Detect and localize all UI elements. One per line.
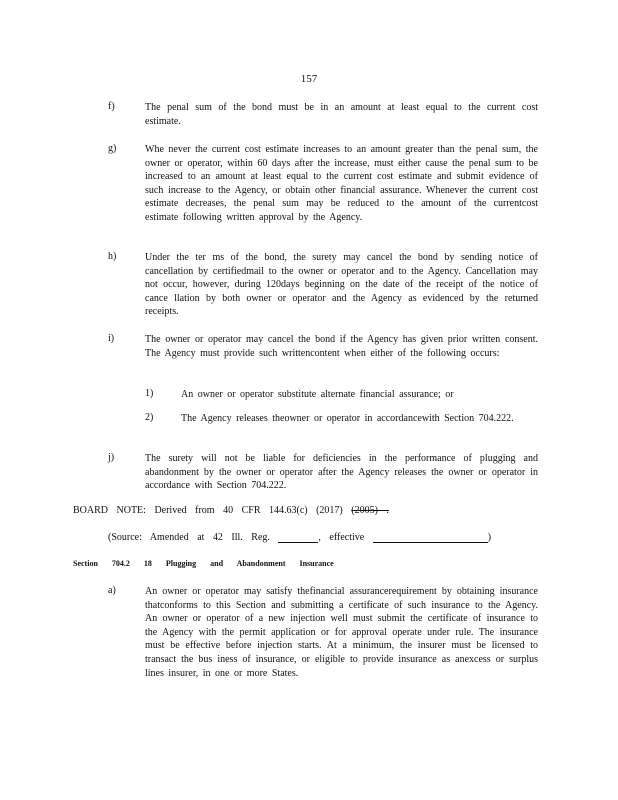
- source-effective: effective: [329, 532, 365, 543]
- date-blank-short: [278, 532, 318, 543]
- item-text: The penal sum of the bond must be in an amount at least equal to the current cost estimate.: [145, 102, 538, 127]
- list-item-h: [108, 251, 538, 319]
- source-note: [108, 532, 508, 543]
- item-text: Whe never the current cost estimate increases to an amount greater than the penal sum, the owner or operator, within 60 days after the increase, must either cause the penal sum to be increased to an amount at least equal to the current cost estimate and submit evidence of such increase to the Agency, or obtain other financial assurance. Whenever the current cost estimate decreases, the penal sum may be reduced to the amount of the currentcost estimate following written approval by the Agency.: [145, 144, 538, 223]
- sub-item-label: 2): [145, 412, 154, 423]
- item-label: g): [108, 143, 117, 154]
- item-text: An owner or operator may satisfy thefinancial assurancerequirement by obtaining insurance thatconforms to this Section and submitting a certificate of such insurance to the Agency. An owner or operator of a new injection well must submit the certificate of insurance to the Agency with the permit application or for approval operate under rule. The insurance must be effective before injection starts. At a minimum, the insurer must be licensed to transact the bus iness of insurance, or eligible to provide insurance as anexcess or surplus lines insurer, in one or more States.: [145, 586, 538, 679]
- source-open: (Source: Amended at 42 Ill. Reg.: [108, 532, 270, 543]
- list-item-i: [108, 333, 538, 360]
- item-label: j): [108, 452, 115, 463]
- board-note: [73, 505, 553, 516]
- item-text: The surety will not be liable for deficiencies in the performance of plugging and abandonment by the owner or operator after the Agency releases the owner or operator in accordance with Section 704.222.: [145, 453, 538, 492]
- board-note-text: BOARD NOTE: Derived from 40 CFR 144.63(c) (2017): [73, 505, 343, 516]
- page-number: 157: [300, 73, 318, 85]
- item-text: Under the ter ms of the bond, the surety may cancel the bond by sending notice of cancellation by certifiedmail to the owner or operator and to the Agency. Cancellation may not occur, however, during 120days beginning on the date of the receipt of the notice of cance llation by both owner or operator and the Agency as evidenced by the returned receipts.: [145, 252, 538, 318]
- item-label: i): [108, 333, 115, 344]
- sub-item-text: An owner or operator substitute alternate financial assurance; or: [181, 389, 454, 400]
- item-label: f): [108, 101, 115, 112]
- source-comma: ,: [318, 532, 321, 543]
- item-label: a): [108, 585, 116, 596]
- sub-item-label: 1): [145, 388, 154, 399]
- section-item-a: [108, 585, 538, 680]
- item-text: The owner or operator may cancel the bond if the Agency has given prior written consent. The Agency must provide such writtencontent when either of the following occurs:: [145, 334, 538, 359]
- board-note-struck-text: (2005) .: [351, 505, 389, 516]
- sub-item-2: [145, 412, 540, 426]
- source-close: ): [487, 532, 492, 543]
- list-item-j: [108, 452, 538, 493]
- date-blank-long: [373, 532, 488, 543]
- list-item-g: [108, 143, 538, 225]
- section-heading: Section 704.2 18 Plugging and Abandonment Insurance: [73, 559, 334, 568]
- sub-item-text: The Agency releases theowner or operator in accordancewith Section 704.222.: [181, 413, 514, 424]
- sub-item-1: [145, 388, 540, 402]
- list-item-f: [108, 101, 538, 128]
- item-label: h): [108, 251, 117, 262]
